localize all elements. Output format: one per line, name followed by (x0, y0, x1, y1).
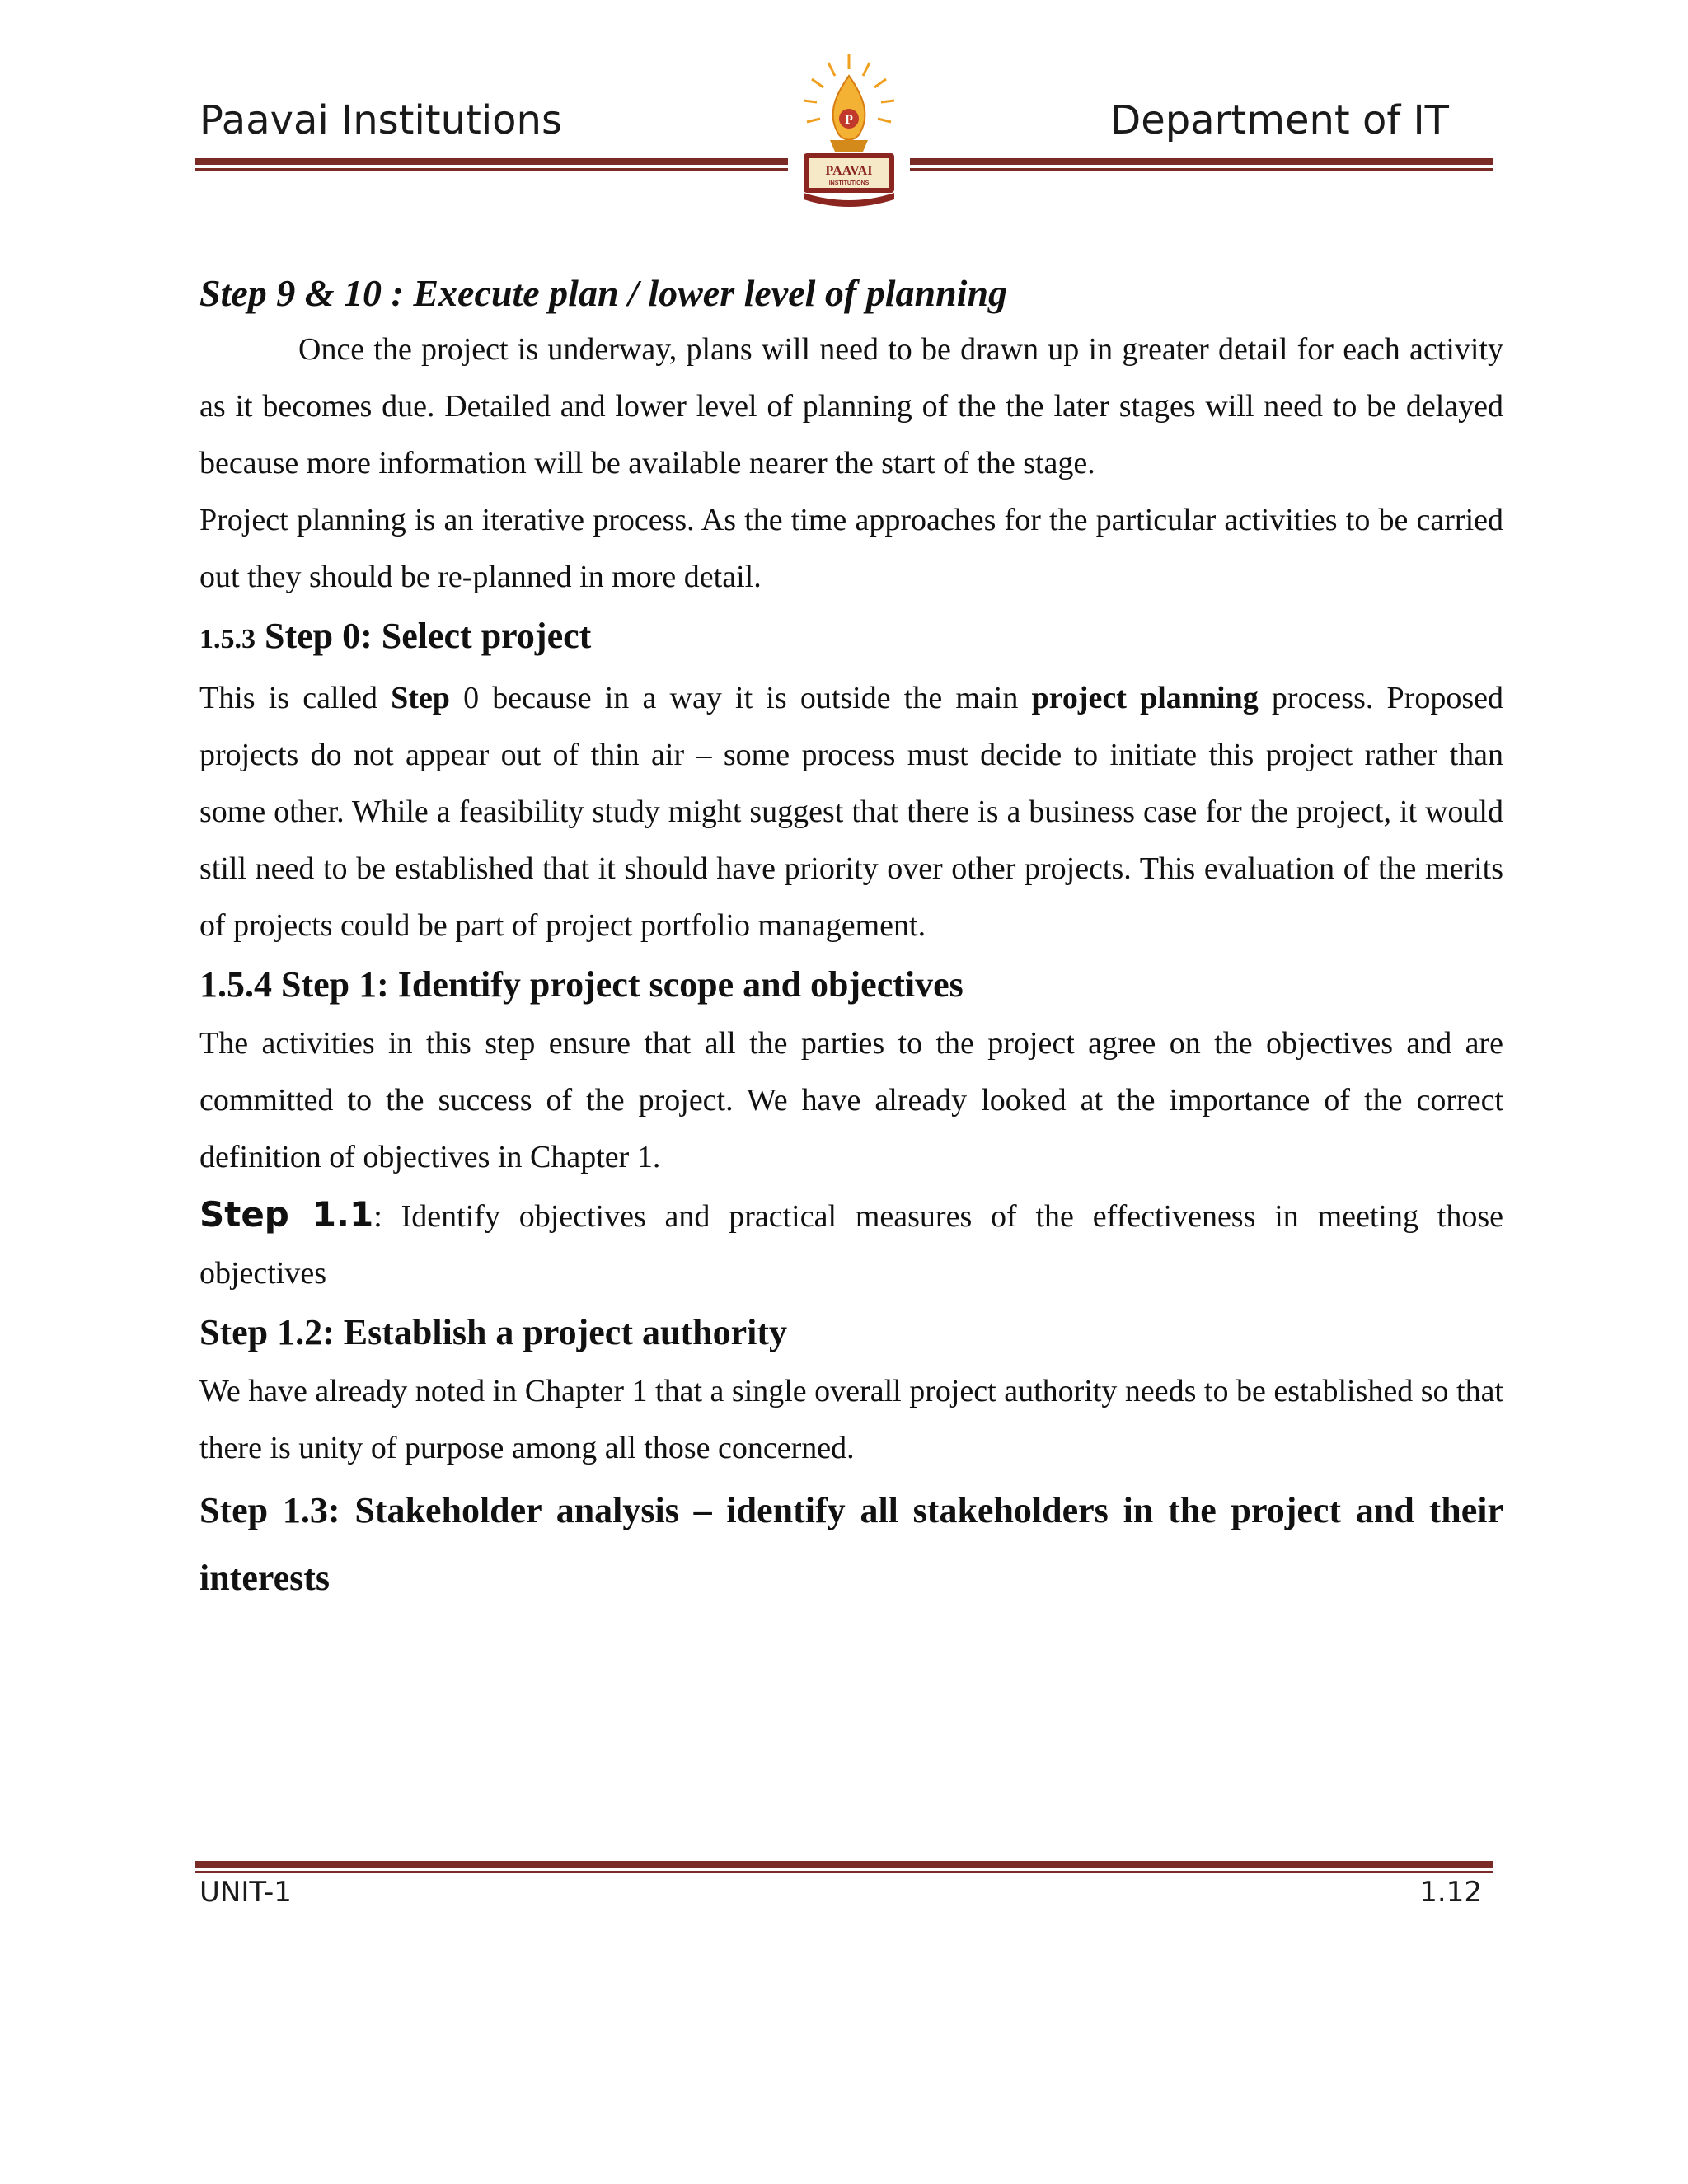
header-rule-left-thin (195, 168, 788, 171)
heading-step-0-text: Step 0: Select project (256, 616, 592, 656)
paragraph-scope-objectives: The activities in this step ensure that all the parties to the project agree on the objectives and are committed to the success of the project. We have already looked at the importance of the correct definition of objectives in Chapter 1. (199, 1026, 1503, 1174)
paragraph-iterative: Project planning is an iterative process. As the time approaches for the particular activities to be carried out they should be re-planned in more detail. (199, 503, 1503, 594)
text-run: This is called (199, 681, 392, 715)
footer-unit: UNIT-1 (199, 1876, 292, 1909)
bold-run-step: Step (391, 681, 450, 715)
paragraph-project-authority: We have already noted in Chapter 1 that a single overall project authority needs to be established so that there is unity of purpose among all those concerned. (199, 1374, 1503, 1465)
heading-step-9-10: Step 9 & 10 : Execute plan / lower level of planning (199, 272, 1008, 314)
heading-step-1-3: Step 1.3: Stakeholder analysis – identify all stakeholders in the project and their interests (199, 1490, 1503, 1598)
flame-icon (833, 76, 865, 140)
paragraph-execute-plan: Once the project is underway, plans will need to be drawn up in greater detail for each activity as it becomes due. Detailed and lower level of planning of the the later stages will need to be delayed because more information will be available nearer the start of the stage. (199, 332, 1503, 480)
header-rule-right (910, 158, 1493, 165)
header-rule-left (195, 158, 788, 165)
bold-run-project-planning: project planning (1031, 681, 1259, 715)
footer-page-number: 1.12 (1419, 1876, 1482, 1909)
heading-step-1-2: Step 1.2: Establish a project authority (199, 1312, 787, 1352)
footer-rule-thin (195, 1871, 1493, 1873)
footer-rule (195, 1861, 1493, 1868)
header-rule-right-thin (910, 168, 1493, 171)
svg-text:P: P (845, 113, 853, 127)
paragraph-select-project (199, 670, 1503, 954)
step-1-1-text: : Identify objectives and practical measures of the effectiveness in meeting those objectives (199, 1199, 1503, 1291)
header-department: Department of IT (1110, 97, 1449, 143)
heading-step-0 (199, 606, 1503, 670)
header-institution: Paavai Institutions (199, 97, 562, 143)
svg-text:INSTITUTIONS: INSTITUTIONS (828, 180, 870, 186)
page-body (199, 265, 1503, 1612)
step-1-1 (199, 1186, 1503, 1302)
text-run: process. Proposed projects do not appear out of thin air – some process must decide to initiate this project rather than some other. While a feasibility study might suggest that there is a business case for the project, it would still need to be established that it should have priority over other projects. This evaluation of the merits of projects could be part of project portfolio management. (199, 681, 1503, 943)
institution-logo (787, 51, 911, 216)
step-1-1-label: Step 1.1 (199, 1194, 374, 1235)
svg-text:PAAVAI: PAAVAI (825, 164, 873, 178)
text-run: 0 because in a way it is outside the main (449, 681, 1032, 715)
lamp-base-icon (830, 140, 868, 152)
heading-step-1: 1.5.4 Step 1: Identify project scope and objectives (199, 964, 964, 1005)
section-number: 1.5.3 (199, 624, 256, 654)
